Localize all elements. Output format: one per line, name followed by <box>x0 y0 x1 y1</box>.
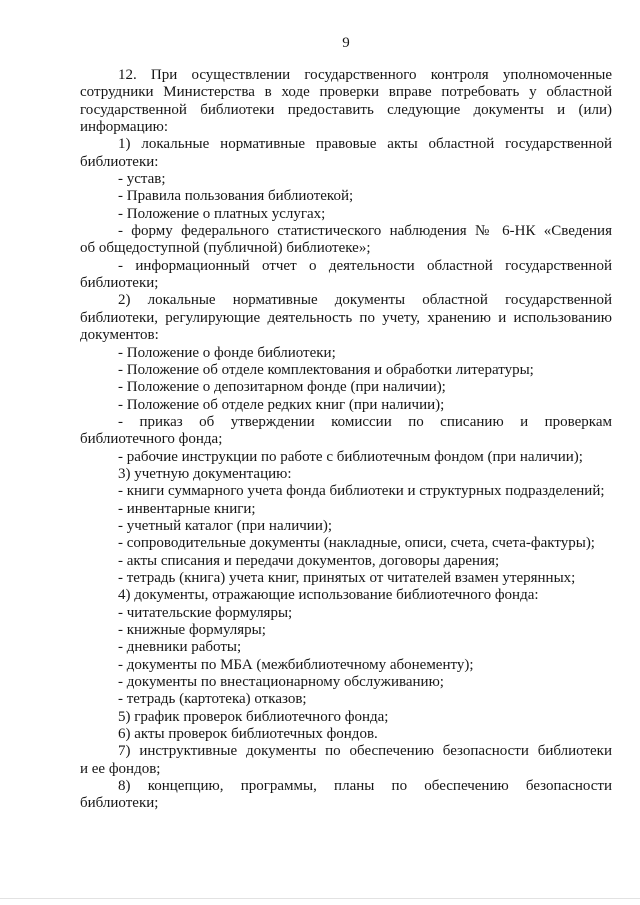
item-1-line: библиотеки: <box>80 153 159 170</box>
bullet-item: - Положение об отделе комплектования и обработки литературы; <box>118 361 534 378</box>
bullet-item: - информационный отчет о деятельности областной государственной <box>118 257 612 274</box>
bullet-item: - приказ об утверждении комиссии по списанию и проверкам <box>118 413 612 430</box>
item-5-line: 5) график проверок библиотечного фонда; <box>118 708 389 725</box>
item-3-line: 3) учетную документацию: <box>118 465 292 482</box>
bullet-item: - тетрадь (книга) учета книг, принятых от читателей взамен утерянных; <box>118 569 576 586</box>
bullet-item: - форму федерального статистического наблюдения № 6-НК «Сведения <box>118 223 612 240</box>
item-8-line: библиотеки; <box>80 795 159 812</box>
clause-12-line: государственной библиотеки предоставить следующие документы и (или) <box>80 101 612 118</box>
bullet-item: - сопроводительные документы (накладные, описи, счета, счета-фактуры); <box>118 535 595 552</box>
item-7-line: 7) инструктивные документы по обеспечению безопасности библиотеки <box>118 743 612 760</box>
item-7-line: и ее фондов; <box>80 760 161 777</box>
bullet-item: - тетрадь (картотека) отказов; <box>118 691 307 708</box>
bullet-item: - дневники работы; <box>118 639 242 656</box>
item-2-line: библиотеки, регулирующие деятельность по учету, хранению и использованию <box>80 309 612 326</box>
page-number: 9 <box>342 35 350 51</box>
item-2-line: документов: <box>80 327 159 344</box>
item-1-line: 1) локальные нормативные правовые акты областной государственной <box>118 136 612 153</box>
clause-12-line: сотрудники Министерства в ходе проверки вправе потребовать у областной <box>80 84 612 101</box>
bullet-item: - Положение о депозитарном фонде (при наличии); <box>118 379 446 396</box>
bullet-item: - акты списания и передачи документов, договоры дарения; <box>118 552 500 569</box>
bullet-item: - читательские формуляры; <box>118 604 293 621</box>
bullet-item: - документы по МБА (межбиблиотечному абонементу); <box>118 656 474 673</box>
bullet-item: - Положение об отделе редких книг (при наличии); <box>118 396 445 413</box>
bullet-item: - Правила пользования библиотекой; <box>118 188 354 205</box>
page-bottom-edge <box>0 898 640 899</box>
bullet-item-continuation: об общедоступной (публичной) библиотеке»; <box>80 240 371 257</box>
bullet-item: - книги суммарного учета фонда библиотеки и структурных подразделений; <box>118 483 605 500</box>
bullet-item: - Положение о фонде библиотеки; <box>118 344 336 361</box>
bullet-item: - учетный каталог (при наличии); <box>118 517 333 534</box>
item-2-line: 2) локальные нормативные документы областной государственной <box>118 292 612 309</box>
bullet-item: - книжные формуляры; <box>118 622 266 638</box>
bullet-item-continuation: библиотеки; <box>80 275 159 292</box>
clause-12-line: 12. При осуществлении государственного контроля уполномоченные <box>118 67 612 83</box>
bullet-item: - рабочие инструкции по работе с библиотечным фондом (при наличии); <box>118 448 583 465</box>
bullet-item: - устав; <box>118 171 166 188</box>
item-4-line: 4) документы, отражающие использование библиотечного фонда: <box>118 587 539 604</box>
bullet-item: - Положение о платных услугах; <box>118 205 326 222</box>
clause-12-line: информацию: <box>80 119 169 136</box>
bullet-item: - документы по внестационарному обслуживанию; <box>118 674 444 691</box>
bullet-item: - инвентарные книги; <box>118 500 256 517</box>
bullet-item-continuation: библиотечного фонда; <box>80 431 223 448</box>
item-8-line: 8) концепцию, программы, планы по обеспечению безопасности <box>118 778 612 795</box>
document-body <box>80 67 612 813</box>
item-6-line: 6) акты проверок библиотечных фондов. <box>118 726 378 743</box>
